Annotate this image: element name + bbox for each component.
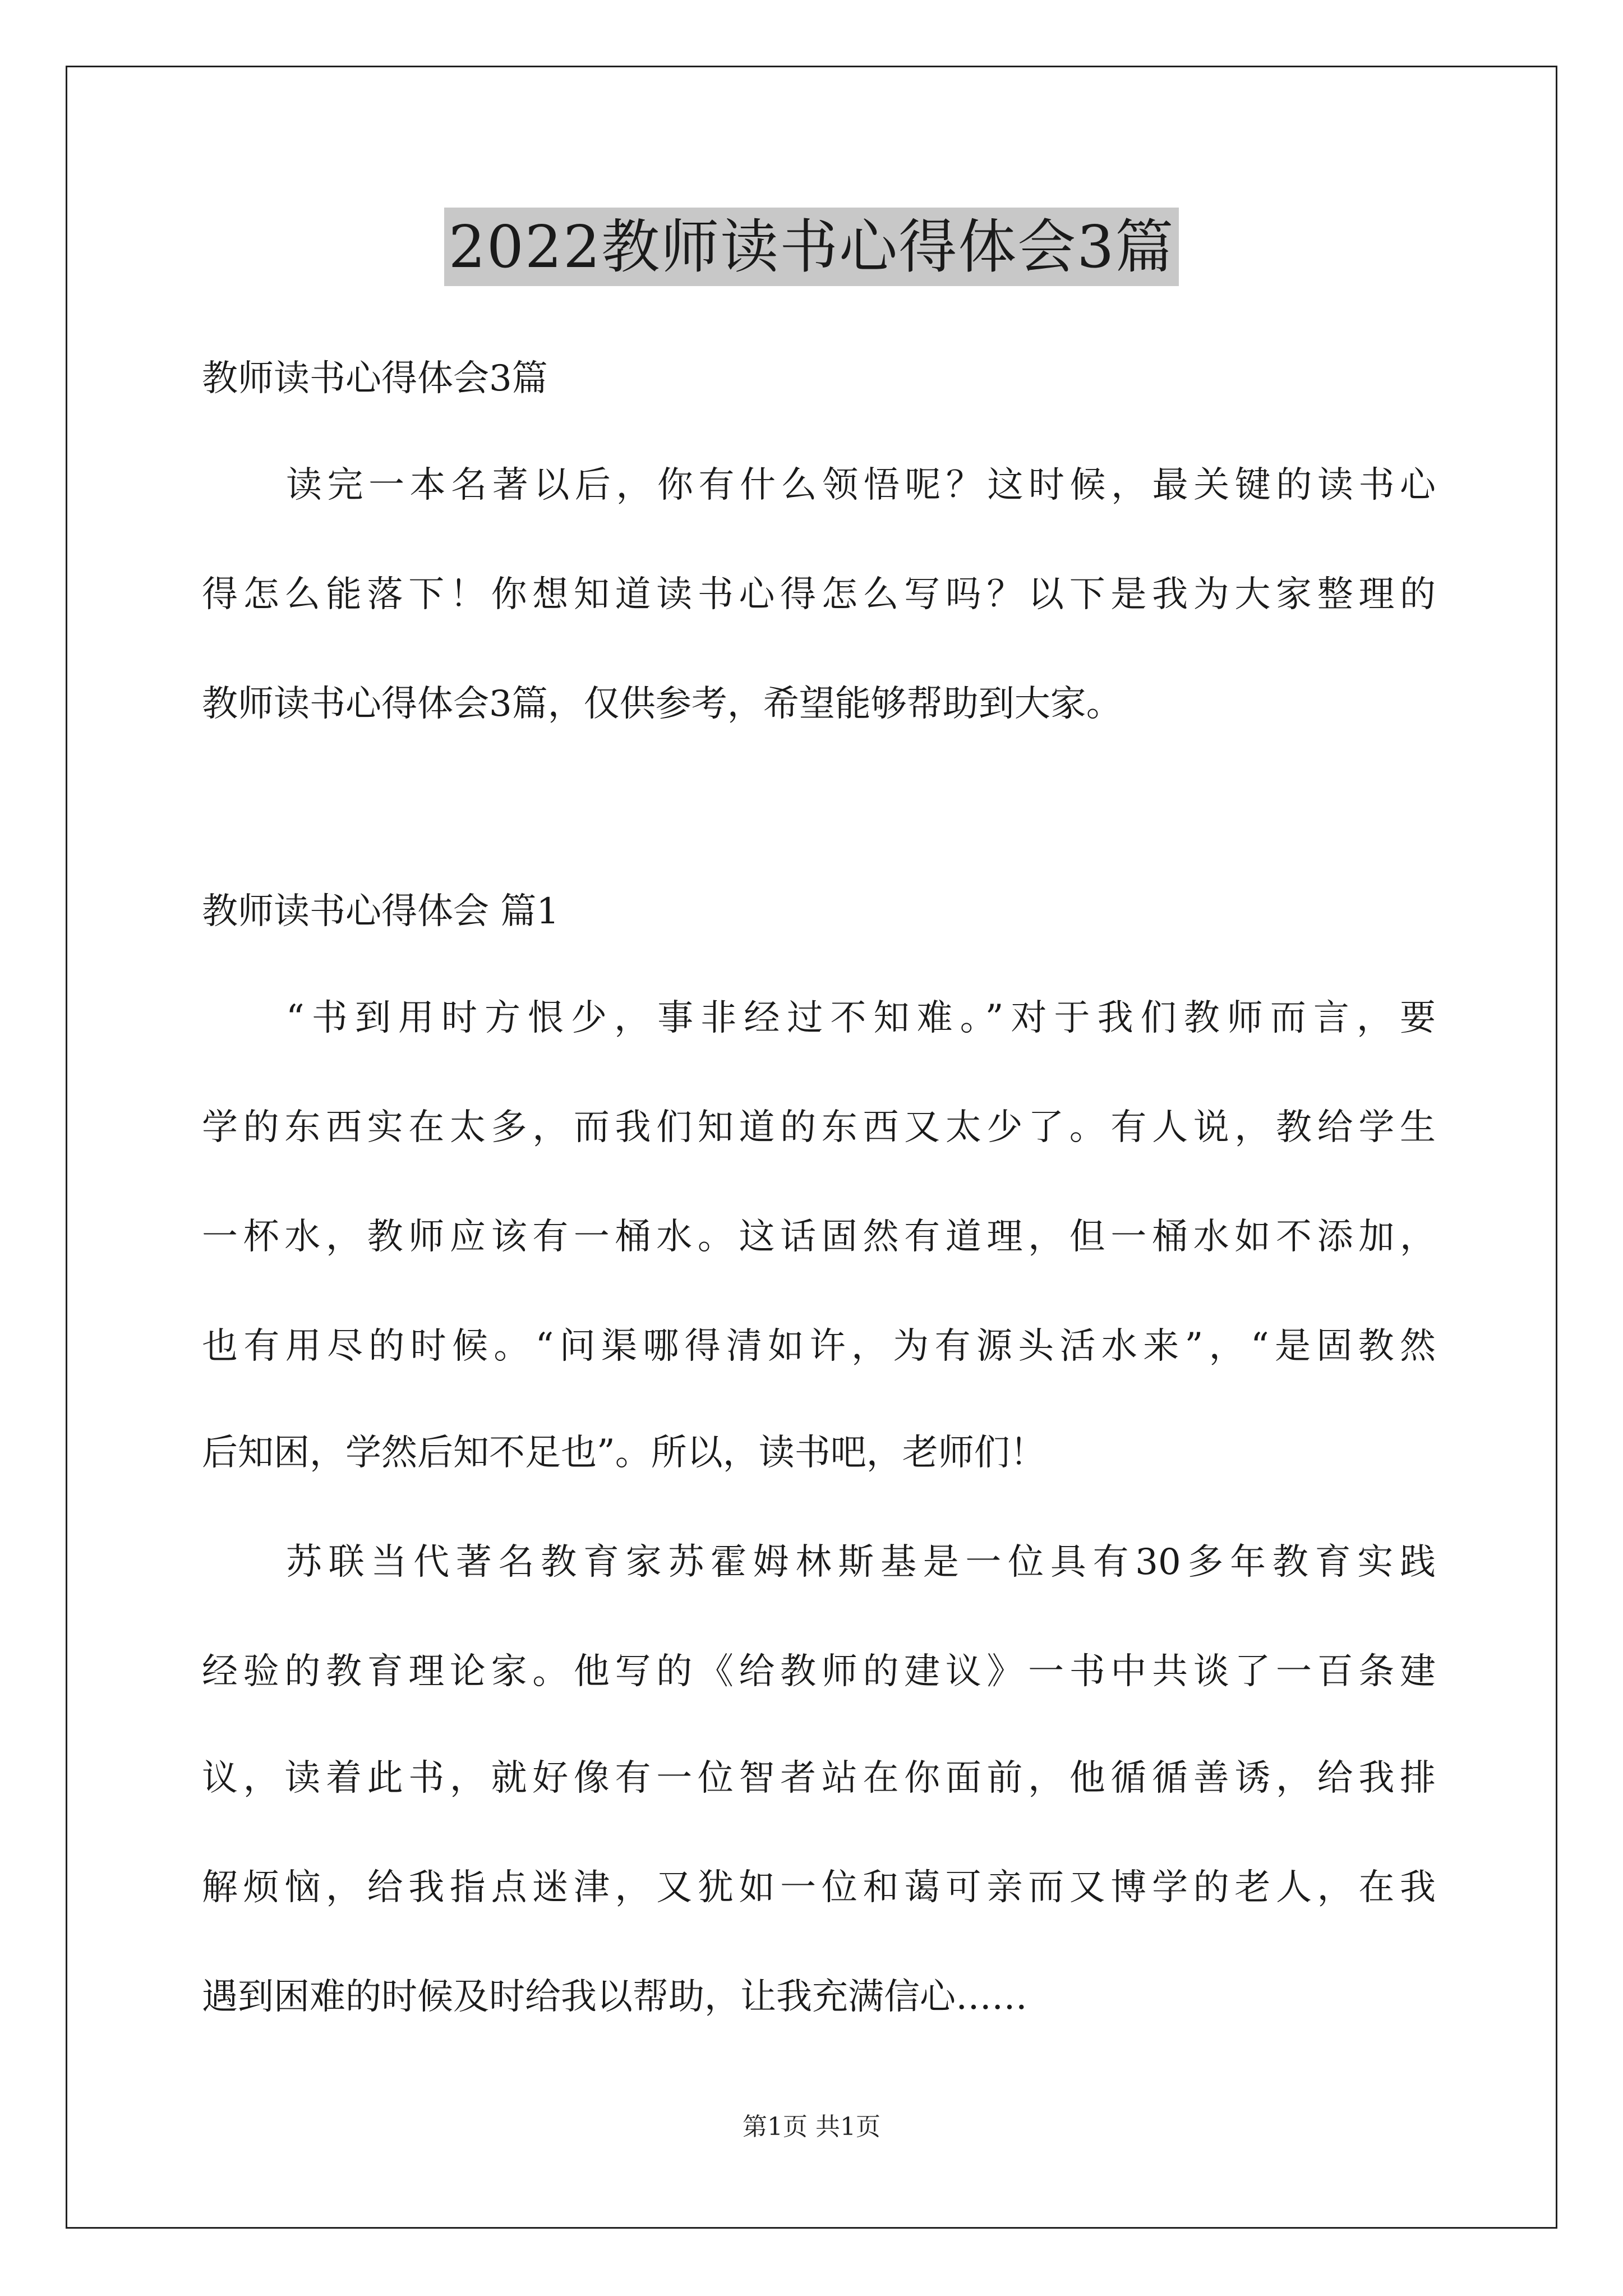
document-title: 2022教师读书心得体会3篇	[444, 208, 1179, 286]
title-container	[0, 208, 1623, 286]
paragraph-line: 学的东西实在太多，而我们知道的东西又太少了。有人说，教给学生	[202, 1107, 1436, 1148]
paragraph-line: 解烦恼，给我指点迷津，又犹如一位和蔼可亲而又博学的老人，在我	[202, 1867, 1436, 1908]
paragraph-line: 遇到困难的时候及时给我以帮助，让我充满信心……	[202, 1976, 1027, 2018]
paragraph-line: 后知困，学然后知不足也”。所以，读书吧，老师们！	[202, 1432, 1046, 1474]
paragraph-line: “书到用时方恨少，事非经过不知难。”对于我们教师而言，要	[286, 997, 1436, 1039]
intro-line: 读完一本名著以后，你有什么领悟呢？这时候，最关键的读书心	[286, 464, 1436, 506]
paragraph-line: 也有用尽的时候。“问渠哪得清如许，为有源头活水来”，“是固教然	[202, 1326, 1436, 1367]
paragraph-line: 议，读着此书，就好像有一位智者站在你面前，他循循善诱，给我排	[202, 1757, 1436, 1799]
intro-line: 教师读书心得体会3篇，仅供参考，希望能够帮助到大家。	[202, 683, 1122, 725]
intro-line: 得怎么能落下！你想知道读书心得怎么写吗？以下是我为大家整理的	[202, 574, 1436, 615]
paragraph-line: 苏联当代著名教育家苏霍姆林斯基是一位具有30多年教育实践	[286, 1542, 1436, 1583]
section-heading: 教师读书心得体会 篇1	[202, 891, 560, 932]
subtitle: 教师读书心得体会3篇	[202, 358, 548, 399]
paragraph-line: 经验的教育理论家。他写的《给教师的建议》一书中共谈了一百条建	[202, 1651, 1436, 1692]
page-footer: 第1页 共1页	[743, 2113, 880, 2141]
paragraph-line: 一杯水，教师应该有一桶水。这话固然有道理，但一桶水如不添加，	[202, 1216, 1436, 1258]
